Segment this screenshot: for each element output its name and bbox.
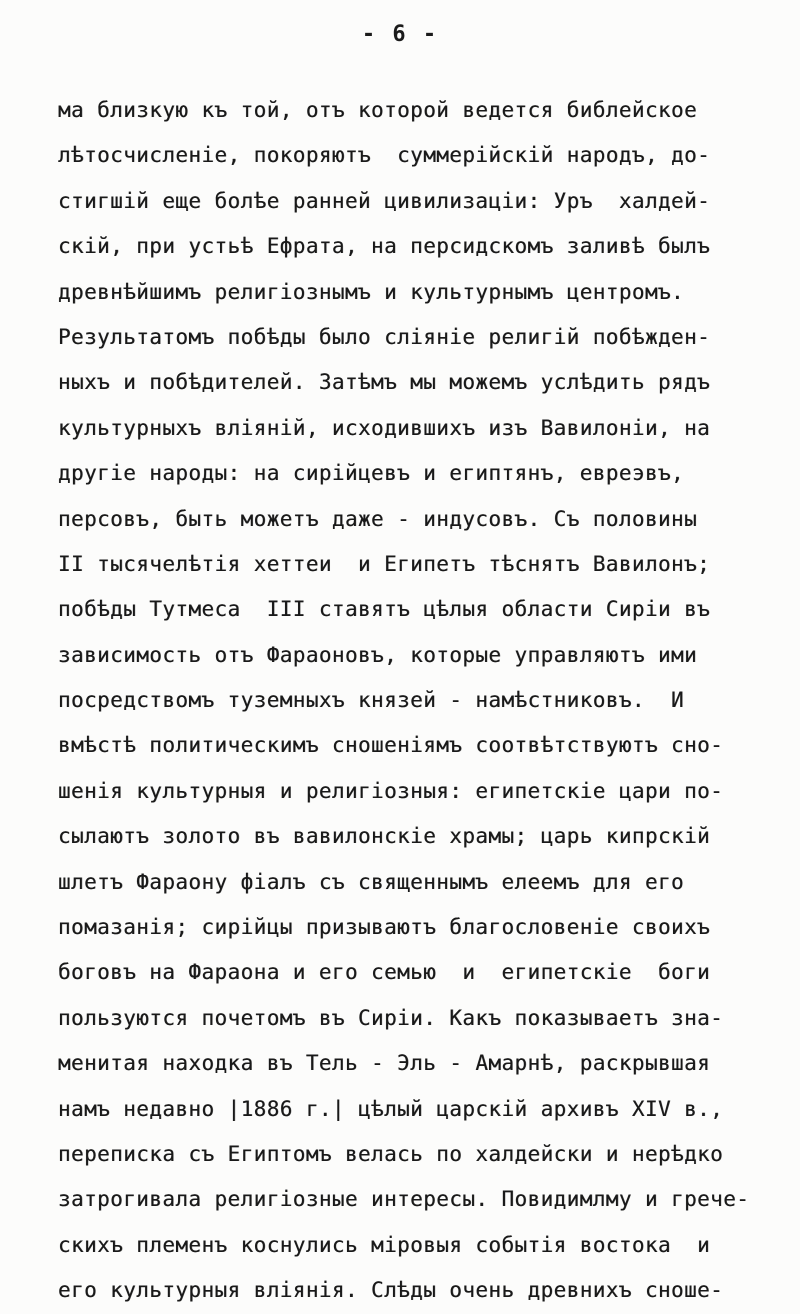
text-line: ма близкую къ той, отъ которой ведется библейское	[58, 98, 698, 122]
text-line: древнѣйшимъ религіознымъ и культурнымъ центромъ.	[58, 279, 685, 304]
text-line: пользуются почетомъ въ Сиріи. Какъ показываетъ зна-	[58, 1005, 724, 1030]
text-line: Результатомъ побѣды было сліяніе религій побѣжден-	[58, 324, 711, 349]
text-line: вмѣстѣ политическимъ сношеніямъ соотвѣтствуютъ сно-	[58, 733, 724, 758]
text-line: II тысячелѣтія хеттеи и Египетъ тѣснятъ Вавилонъ;	[58, 551, 711, 576]
text-line: культурныхъ вліяній, исходившихъ изъ Вавилоніи, на	[58, 415, 711, 440]
text-line: менитая находка въ Тель - Эль - Амарнѣ, раскрывшая	[58, 1051, 711, 1076]
text-line: побѣды Тутмеса III ставятъ цѣлыя области Сиріи въ	[58, 597, 711, 622]
page-body-text	[58, 88, 760, 1314]
text-line: зависимость отъ Фараоновъ, которые управляютъ ими	[58, 642, 698, 667]
text-line: его культурныя вліянія. Слѣды очень древнихъ сноше-	[58, 1278, 724, 1303]
text-line: боговъ на Фараона и его семью и египетскіе боги	[58, 960, 711, 985]
text-line: другіе народы: на сирійцевъ и египтянъ, евреэвъ,	[58, 461, 685, 486]
text-line: помазанія; сирійцы призываютъ благословеніе своихъ	[58, 915, 711, 940]
text-line: скихъ племенъ коснулись міровыя событія востока и	[58, 1232, 711, 1257]
text-line: шенія культурныя и религіозныя: египетскіе цари по-	[58, 778, 724, 803]
text-line: посредствомъ туземныхъ князей - намѣстниковъ. И	[58, 688, 685, 713]
page-number: - 6 -	[361, 22, 439, 47]
text-line: намъ недавно |1886 г.| цѣлый царскій архивъ XIV в.,	[58, 1096, 724, 1121]
text-line: сылаютъ золото въ вавилонскіе храмы; царь кипрскій	[58, 824, 711, 849]
text-line: лѣтосчисленіе, покоряютъ суммерійскій народъ, до-	[58, 143, 711, 168]
text-line: шлетъ Фараону фіалъ съ священнымъ елеемъ для его	[58, 869, 685, 894]
text-line: переписка съ Египтомъ велась по халдейски и нерѣдко	[58, 1141, 724, 1166]
text-line: скій, при устьѣ Ефрата, на персидскомъ заливѣ былъ	[58, 234, 711, 259]
text-line: персовъ, быть можетъ даже - индусовъ. Съ половины	[58, 506, 698, 531]
text-line: ныхъ и побѣдителей. Затѣмъ мы можемъ услѣдить рядъ	[58, 370, 711, 395]
text-line: стигшій еще болѣе ранней цивилизаціи: Уръ халдей-	[58, 188, 711, 213]
text-line: затрогивала религіозные интересы. Повидимлму и грече-	[58, 1187, 750, 1212]
